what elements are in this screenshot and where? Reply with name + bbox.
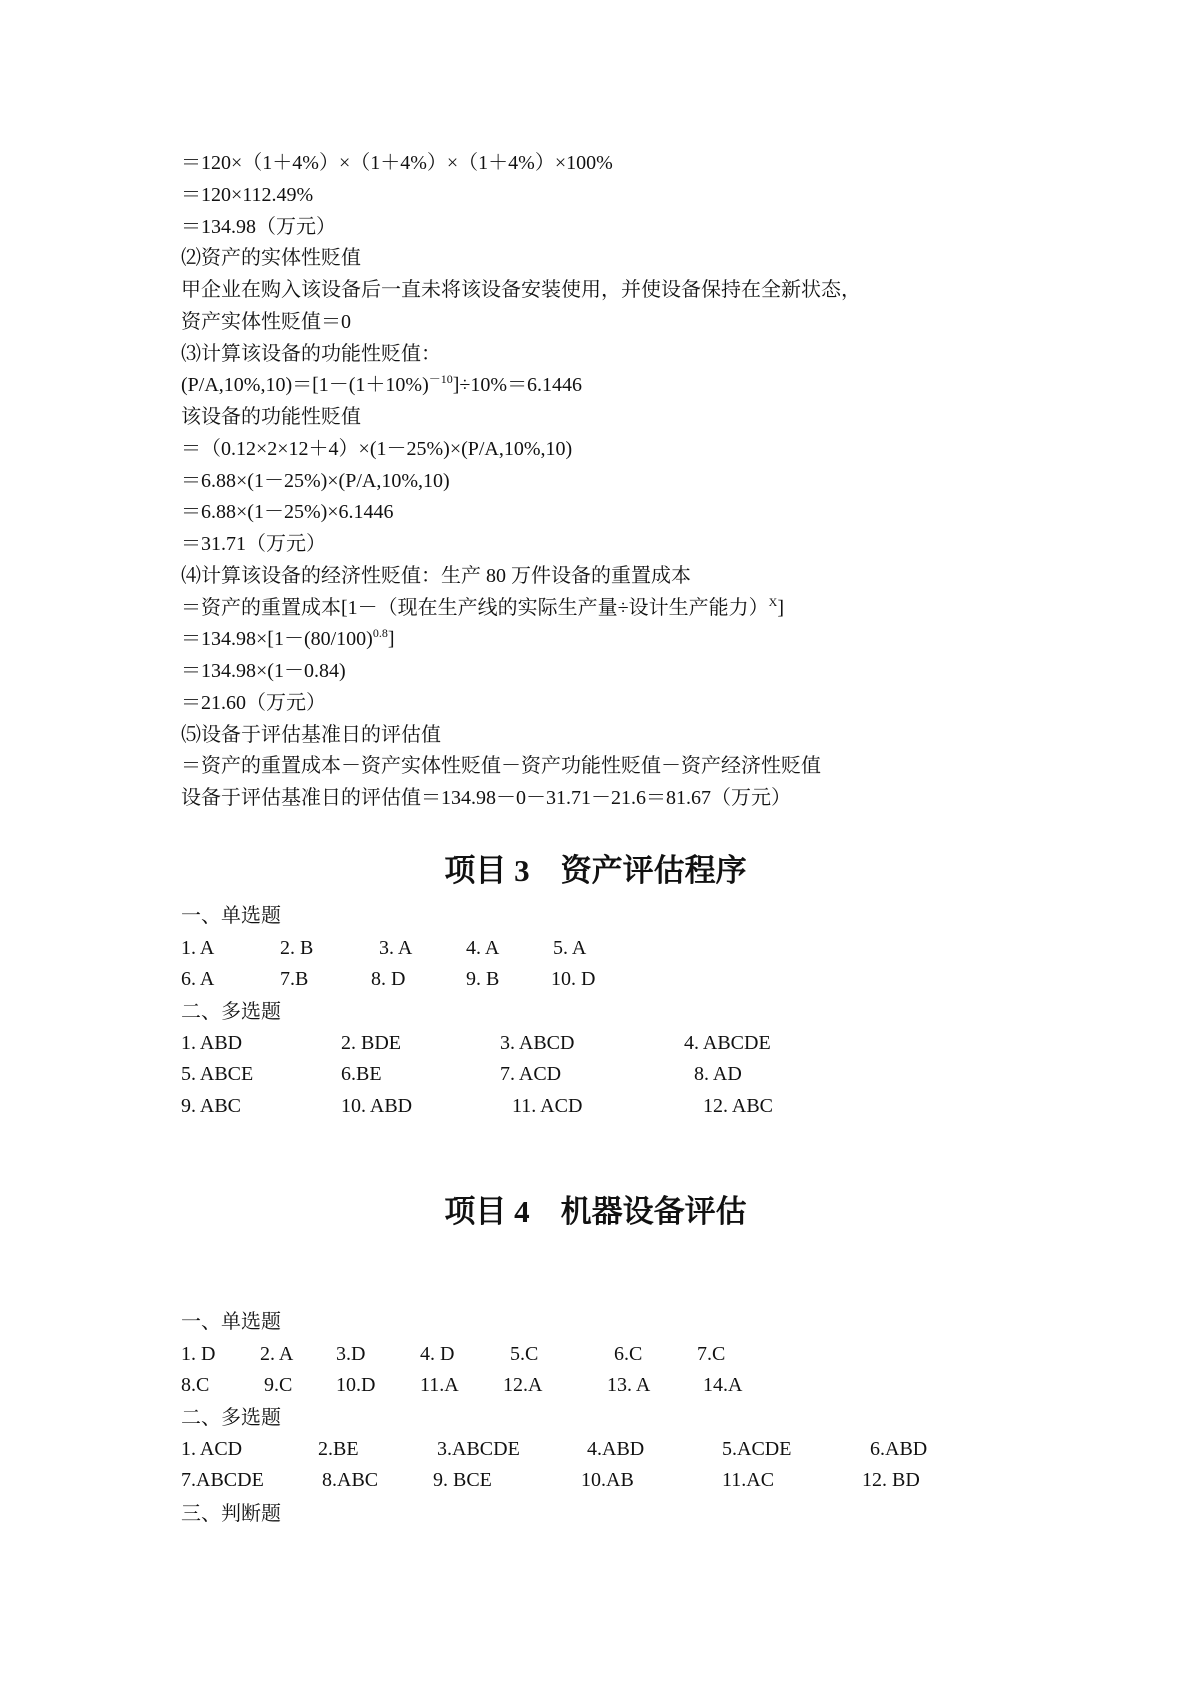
calc-line	[181, 627, 395, 651]
answer-item: 13. A	[607, 1374, 651, 1396]
formula-exponent: X	[768, 595, 778, 609]
answer-item: 10. ABD	[341, 1095, 413, 1117]
calc-line: ＝31.71（万元）	[181, 533, 326, 555]
answer-item: 2. A	[260, 1343, 294, 1365]
calc-line: 该设备的功能性贬值	[181, 406, 361, 428]
answer-item: 3. ABCD	[500, 1032, 575, 1054]
project4-multi-label: 二、多选题	[181, 1407, 281, 1429]
answer-item: 6.C	[614, 1343, 643, 1365]
answer-item: 2.BE	[318, 1438, 359, 1460]
answer-item: 8.ABC	[322, 1469, 379, 1491]
answer-item: 4. D	[420, 1343, 455, 1365]
answer-item: 4. ABCDE	[684, 1032, 771, 1054]
answer-item: 5.C	[510, 1343, 539, 1365]
answer-item: 11.A	[420, 1374, 459, 1396]
answer-item: 12. ABC	[703, 1095, 774, 1117]
formula-text: ]	[387, 628, 395, 650]
project4-single-label: 一、单选题	[181, 1311, 281, 1333]
calc-line: ⑸设备于评估基准日的评估值	[181, 724, 441, 746]
answer-item: 1. D	[181, 1343, 216, 1365]
answer-item: 6.ABD	[870, 1438, 928, 1460]
answer-item: 6.BE	[341, 1063, 382, 1085]
formula-exponent: －10	[428, 372, 453, 386]
answer-item: 5. ABCE	[181, 1063, 254, 1085]
project4-judge-label: 三、判断题	[181, 1503, 281, 1525]
calc-line: ＝120×（1＋4%）×（1＋4%）×（1＋4%）×100%	[181, 152, 613, 174]
formula-text: ]	[777, 597, 784, 619]
answer-item: 7.B	[280, 968, 309, 990]
answer-item: 11.AC	[722, 1469, 775, 1491]
answer-item: 14.A	[703, 1374, 743, 1396]
answer-item: 7. ACD	[500, 1063, 562, 1085]
answer-item: 7.ABCDE	[181, 1469, 264, 1491]
answer-item: 8. AD	[694, 1063, 742, 1085]
formula-text: ＝134.98×[1－(80/100)	[181, 628, 373, 650]
formula-text: ]÷10%＝6.1446	[452, 374, 583, 396]
answer-item: 3.ABCDE	[437, 1438, 520, 1460]
answer-item: 2. B	[280, 937, 314, 959]
calc-line: ⑶计算该设备的功能性贬值：	[181, 343, 441, 365]
answer-item: 10. D	[551, 968, 596, 990]
answer-item: 1. A	[181, 937, 215, 959]
answer-item: 4.ABD	[587, 1438, 645, 1460]
project4-title: 项目 4 机器设备评估	[444, 1194, 747, 1229]
project3-multi-label: 二、多选题	[181, 1001, 281, 1023]
answer-item: 8.C	[181, 1374, 210, 1396]
answer-item: 9. B	[466, 968, 500, 990]
calc-line: ＝6.88×(1－25%)×(P/A,10%,10)	[181, 470, 450, 492]
answer-item: 7.C	[697, 1343, 726, 1365]
calc-line	[181, 373, 582, 397]
calc-line: ＝6.88×(1－25%)×6.1446	[181, 501, 394, 523]
answer-item: 9. BCE	[433, 1469, 492, 1491]
answer-item: 3. A	[379, 937, 413, 959]
answer-item: 2. BDE	[341, 1032, 401, 1054]
formula-exponent: 0.8	[372, 626, 388, 640]
formula-text: (P/A,10%,10)＝[1－(1＋10%)	[181, 374, 429, 396]
answer-item: 1. ABD	[181, 1032, 243, 1054]
answer-item: 9.C	[264, 1374, 293, 1396]
calc-line: ＝资产的重置成本－资产实体性贬值－资产功能性贬值－资产经济性贬值	[181, 755, 821, 777]
calc-line: ＝21.60（万元）	[181, 692, 326, 714]
calc-line: 资产实体性贬值＝0	[181, 311, 351, 333]
answer-item: 6. A	[181, 968, 215, 990]
answer-item: 12.A	[503, 1374, 543, 1396]
calc-line: ＝120×112.49%	[181, 184, 314, 206]
answer-item: 11. ACD	[512, 1095, 583, 1117]
project3-single-label: 一、单选题	[181, 905, 281, 927]
calc-line: ＝（0.12×2×12＋4）×(1－25%)×(P/A,10%,10)	[181, 438, 573, 460]
calc-line: 设备于评估基准日的评估值＝134.98－0－31.71－21.6＝81.67（万元）	[181, 787, 791, 809]
answer-item: 3.D	[336, 1343, 366, 1365]
calc-line: ⑵资产的实体性贬值	[181, 247, 361, 269]
answer-item: 1. ACD	[181, 1438, 243, 1460]
answer-item: 12. BD	[862, 1469, 920, 1491]
calc-line: ＝134.98×(1－0.84)	[181, 660, 346, 682]
calc-line	[181, 596, 784, 620]
calc-line: ＝134.98（万元）	[181, 216, 336, 238]
calc-line: ⑷计算该设备的经济性贬值：生产 80 万件设备的重置成本	[181, 565, 691, 587]
project3-title: 项目 3 资产评估程序	[444, 853, 747, 888]
answer-item: 8. D	[371, 968, 406, 990]
answer-item: 5.ACDE	[722, 1438, 792, 1460]
calc-line: 甲企业在购入该设备后一直未将该设备安装使用，并使设备保持在全新状态，	[181, 279, 861, 301]
formula-text: ＝资产的重置成本[1－（现在生产线的实际生产量÷设计生产能力）	[181, 597, 769, 619]
answer-item: 5. A	[553, 937, 587, 959]
answer-item: 9. ABC	[181, 1095, 242, 1117]
answer-item: 10.D	[336, 1374, 376, 1396]
answer-item: 10.AB	[581, 1469, 634, 1491]
answer-item: 4. A	[466, 937, 500, 959]
